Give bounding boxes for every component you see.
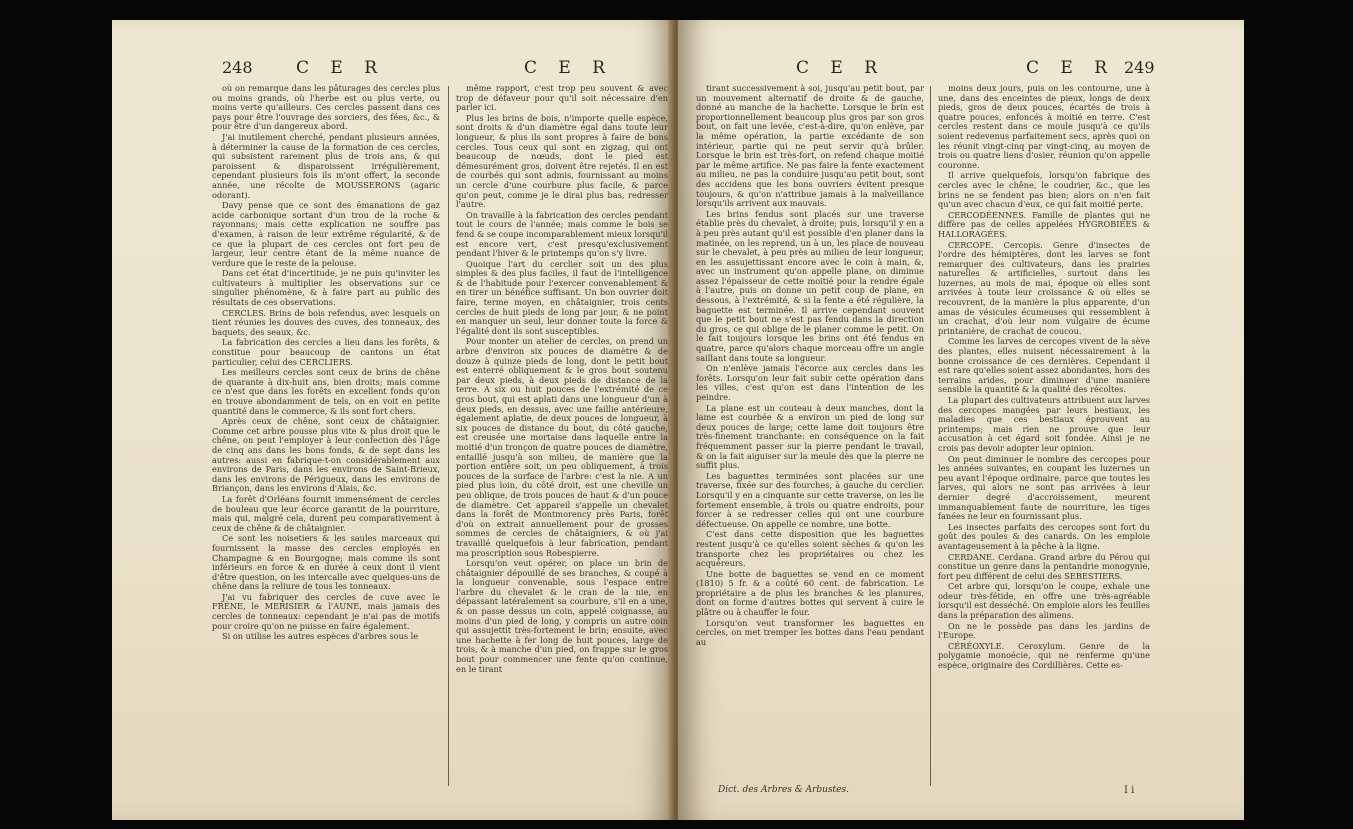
paragraph: Pour monter un atelier de cercles, on prend un arbre d'environ six pouces de diamètre & de douze à quinze pieds de long, dont le petit bout est enterré obliquement & le gros bout soutenu par deux pieds, à deux pieds de distance de la terre. A six ou huit pouces de l'extrémité de ce gros bout, qui est aplati dans une longueur d'un à deux pieds, en dessus, avec une faillie antérieure, également aplatie, de deux pouces de longueur, à six pouces de distance du bout, du côté gauche, est creusée une mortaise dans laquelle entre la moitié d'un tronçon de quatre pouces de diamètre, entaillé jusqu'à son milieu, de manière que la portion entière soit, un peu obliquement, à trois pouces de la surface de l'arbre: c'est la nie. A un pied plus loin, du côté droit, est une cheville un peu oblique, de trois pouces de haut & d'un pouce de diamètre. Cet appareil s'appelle un chevalet dans la forêt de Montmorency près Paris, forêt d'où on extrait annuellement pour de grosses sommes de cercles de châtaigniers, & où j'ai travaillé quelquefois à leur fabrication, pendant ma proscription sous Robespierre. [456,336,668,558]
column-rule [930,86,931,786]
paragraph: CERCODÉENNES. Famille de plantes qui ne diffère pas de celles appelées HYGROBIÉES & HALLORAGÉES. [938,209,1150,239]
paragraph: tirant successivement à soi, jusqu'au petit bout, par un mouvement alternatif de droite & de gauche, donné au manche de la hachette. Lorsque le brin est proportionnellement beaucoup plus gros par son gros bout, on fait une levée, c'est-à-dire, qu'on enlève, par la même opération, la partie excédante de son intérieur, partie qui ne peut servir qu'à brûler. Lorsque le brin est très-fort, on refend chaque moitié par le même artifice. Ne pas faire la fente exactement au milieu, ne pas la conduire jusqu'au petit bout, sont des accidens que les bons ouvriers évitent presque toujours, & qu'on n'attribue jamais à la malveillance lorsqu'ils arrivent aux mauvais. [696,83,924,209]
text-column [696,84,924,648]
paragraph: La forêt d'Orléans fournit immensément de cercles de bouleau que leur écorce garantit de la pourriture, mais qui, malgré cela, durent peu comparativement à ceux de chêne & de châtaignier. [212,493,440,533]
paragraph: On ne le possède pas dans les jardins de l'Europe. [938,620,1150,641]
open-book [112,20,1244,820]
paragraph: CERCLES. Brins de bois refendus, avec lesquels on tient réunies les douves des cuves, des tonneaux, des baquets, des seaux, &c. [212,307,440,337]
paragraph: Si on utilise les autres espèces d'arbres sous le [222,631,419,642]
paragraph: CERDANE. Cerdana. Grand arbre du Pérou qui constitue un genre dans la pentandrie monogynie, fort peu différent de celui des SEBESTIERS. [938,551,1150,581]
paragraph: Cet arbre qui, lorsqu'on le coupe, exhale une odeur très-fétide, en offre une très-agréable lorsqu'il est desséché. On emploie alors les feuilles dans la préparation des alimens. [938,581,1150,621]
paragraph: La fabrication des cercles a lieu dans les forêts, & constitue pour beaucoup de cantons un état particulier, celui des CERCLIERS. [212,337,440,367]
paragraph: Après ceux de chêne, sont ceux de châtaignier. Comme cet arbre pousse plus vite & plus droit que le chêne, on peut l'employer à leur confection dès l'âge de cinq ans dans les bons fonds, & de sept dans les autres: aussi en fabrique-t-on considérablement aux environs de Paris, dans les environs de Saint-Brieux, dans les environs de Périgueux, dans les environs de Briançon, dans les environs d'Alais, &c. [212,416,440,494]
paragraph: même rapport, c'est trop peu souvent & avec trop de défaveur pour qu'il soit nécessaire d'en parler ici. [456,83,668,113]
paragraph: Dans cet état d'incertitude, je ne puis qu'inviter les cultivateurs à multiplier les observations sur ce singulier phénomène, & à faire part au public des résultats de ces observations. [212,268,440,308]
text-column [456,84,668,675]
paragraph: Lorsqu'on veut transformer les baguettes en cercles, on met tremper les bottes dans l'eau pendant au [696,617,924,647]
paragraph: Les insectes parfaits des cercopes sont fort du goût des poules & des canards. On les emploie avantageusement à la pêche à la ligne. [938,521,1150,551]
paragraph: Plus les brins de bois, n'importe quelle espèce, sont droits & d'un diamètre égal dans toute leur longueur, & plus ils sont propres à faire de bons cercles. Tous ceux qui sont en zigzag, qui ont beaucoup de nœuds, dont le pied est démesurément gros, doivent être rejetés. Il en est de courbés qui sont admis, fournissant au moins un cercle d'une courbure plus facile, & parce qu'on peut, comme je le dirai plus bas, redresser l'autre. [456,112,668,210]
paragraph: La plupart des cultivateurs attribuent aux larves des cercopes mangées par leurs bestiaux, les maladies que ces bestiaux éprouvent au printemps; mais rien ne prouve que leur accusation à cet égard soit fondée. Ainsi je ne crois pas devoir adopter leur opinion. [938,395,1150,453]
paragraph: Lorsqu'on veut opérer, on place un brin de châtaignier dépouillé de ses branches, & coupé à la longueur convenable, sous l'espace entre l'arbre du chevalet & le cran de la nie, en dépassant latéralement sa courbure, s'il en a une, & on passe dessus un coin, appelé coignasse, au moins d'un pied de long, y compris un autre coin qui assujettit très-fortement le brin; ensuite, avec une hachette à fer long de huit pouces, large de trois, & à manche d'un pied, on frappe sur le gros bout pour commencer une fente qu'on continue, en le tirant [456,558,668,674]
page-footer: Dict. des Arbres & Arbustes. [718,785,849,795]
page-number: 248 [222,58,253,77]
paragraph: J'ai vu fabriquer des cercles de cuve avec le FRÊNE, le MERISIER & l'AUNE, mais jamais des cercles de tonneaux: cependant je n'ai pas de motifs pour croire qu'on ne puisse en faire également. [212,591,440,631]
text-column [212,84,440,643]
paragraph: où on remarque dans les pâturages des cercles plus ou moins grands, où l'herbe est ou plus verte, ou moins verte qu'ailleurs. Ces cercles passent dans ces pays pour être l'ouvrage des sorciers, des fées, &c., & pour être d'un dangereux abord. [212,83,440,132]
paragraph: C'est dans cette disposition que les baguettes restent jusqu'à ce qu'elles soient sèches & qu'on les transporte chez les propriétaires ou chez les acquéreurs. [696,529,924,569]
paragraph: On n'enlève jamais l'écorce aux cercles dans les forêts. Lorsqu'on leur fait subir cette opération dans les villes, c'est qu'on est dans l'intention de les peindre. [696,363,924,402]
paragraph: Davy pense que ce sont des émanations de gaz acide carbonique sortant d'un trou de la roche & rayonnans; mais cette explication ne souffre pas d'examen, à raison de leur extrême régularité, & de ce que la plupart de ces cercles ont fort peu de largeur, leur centre étant de la même nuance de verdure que le reste de la pelouse. [212,200,440,268]
paragraph: Les baguettes terminées sont placées sur une traverse, fixée sur des fourches, à gauche du cerclier. Lorsqu'il y en a cinquante sur cette traverse, on les lie fortement ensemble, à trois ou quatre endroits, pour forcer à se redresser celles qui ont une courbure défectueuse. On appelle ce nombre, une botte. [696,470,924,529]
paragraph: Les meilleurs cercles sont ceux de brins de chêne de quarante à dix-huit ans, bien droits; mais comme ce n'est que dans les forêts en excellent fonds qu'on en trouve abondamment de tels, on en voit en petite quantité dans le commerce, & ils sont fort chers. [212,367,440,416]
page-number: 249 [1124,58,1155,77]
running-header: C E R [1026,58,1116,78]
paragraph: moins deux jours, puis on les contourne, une à une, dans des enceintes de pieux, longs de deux pieds, gros de deux pouces, écartés de trois à quatre pouces, enfoncés à moitié en terre. C'est cercles restent dans ce moule jusqu'à ce qu'ils soient redevenus parfaitement secs, après quoi on les réunit vingt-cinq par vingt-cinq, au moyen de trois ou quatre liens d'osier, réunion qu'on appelle couronne. [938,83,1150,170]
paragraph: Ce sont les noisetiers & les saules marceaux qui fournissent la masse des cercles employés en Champagne & en Bourgogne; mais comme ils sont inférieurs en force & en durée à ceux dont il vient d'être question, on les intercalle avec quelques-uns de chêne dans la reliure de tous les tonneaux. [212,533,440,592]
right-page [678,20,1244,820]
text-column [938,84,1150,672]
paragraph: Il arrive quelquefois, lorsqu'on fabrique des cercles avec le chêne, le coudrier, &c., que les brins ne se fendent pas bien; alors on n'en fait qu'un avec chacun d'eux, ce qui fait moitié perte. [938,170,1150,210]
paragraph: On travaille à la fabrication des cercles pendant tout le cours de l'année; mais comme le bois se fend & se coupe incomparablement mieux lorsqu'il est encore vert, c'est presqu'exclusivement pendant l'hiver & le printemps qu'on s'y livre. [456,209,668,259]
running-header: C E R [524,58,614,78]
running-header: C E R [796,58,886,78]
paragraph: Une botte de baguettes se vend en ce moment (1810) 5 fr. & a coûté 60 cent. de fabrication. Le propriétaire a de plus les branches & les planures, dont on forme d'autres bottes qui servent à cuire le plâtre ou à chauffer le four. [696,568,924,618]
left-page [112,20,674,820]
running-header: C E R [296,58,386,78]
paragraph: Les brins fendus sont placés sur une traverse établie près du chevalet, à droite; puis, lorsqu'il y en a à peu près autant qu'il est possible d'en planer dans la matinée, on les reprend, un à un, les place de nouveau sur le chevalet, à peu près au milieu de leur longueur, en les assujettissant encore avec le coin à main, &, avec un instrument qu'on appelle plane, on diminue assez l'épaisseur de cette moitié pour la rendre égale à l'autre, puis on donne un petit coup de plane, en dessous, à l'extrémité, & si la fente a été régulière, la baguette est terminée. Il arrive cependant souvent que le petit bout ne s'est pas fendu dans la direction du gros, ce qui oblige de le planer comme le petit. On le fait toujours lorsque les brins ont été fendus en quatre, parce qu'alors chaque morceau offre un angle saillant dans toute sa longueur. [696,208,924,363]
paragraph: CERCOPE. Cercopis. Genre d'insectes de l'ordre des hémiptères, dont les larves se font remarquer des cultivateurs, dans les prairies naturelles & artificielles, surtout dans les luzernes, au mois de mai, époque où elles sont arrivées à toute leur croissance & où elles se recouvrent, de la manière la plus apparente, d'un amas de vésicules écumeuses qui ressemblent à un crachat, d'où leur nom vulgaire de écume printanière, de crachat de coucou. [938,239,1150,336]
paragraph: On peut diminuer le nombre des cercopes pour les années suivantes, en coupant les luzernes un peu avant l'époque ordinaire, parce que toutes les larves, qui alors ne sont pas arrivées à leur dernier degré d'accroissement, meurent immanquablement faute de nourriture, les tiges fanées ne leur en fournissant plus. [938,453,1150,522]
signature-mark: I i [1124,785,1135,796]
column-rule [448,86,449,786]
paragraph: La plane est un couteau à deux manches, dont la lame est courbée & a environ un pied de long sur deux pouces de large; cette lame doit toujours être très-finement tranchante: en conséquence on la fait fréquemment passer sur la pierre pendant le travail, & on la fait aiguiser sur la meule dès que la pierre ne suffit plus. [696,402,924,471]
paragraph: CÉRÉOXYLE. Ceroxylum. Genre de la polygamie monoécie, qui ne renferme qu'une espèce, originaire des Cordillières. Cette es- [938,640,1150,671]
paragraph: Comme les larves de cercopes vivent de la sève des plantes, elles nuisent nécessairement à la bonne croissance de ces dernières. Cependant il est rare qu'elles soient assez abondantes, hors des terrains arides, pour diminuer d'une manière sensible la quantité & la qualité des récoltes. [938,336,1150,395]
paragraph: Quoique l'art du cerclier soit un des plus simples & des plus faciles, il faut de l'intelligence & de l'habitude pour l'exercer convenablement & en tirer un bénéfice suffisant. Un bon ouvrier doit faire, terme moyen, en châtaignier, trois cents cercles de huit pieds de long par jour, & ne point en manquer un seul, leur donner toute la force & l'égalité dont ils sont susceptibles. [456,258,668,336]
paragraph: J'ai inutilement cherché, pendant plusieurs années, à déterminer la cause de la formation de ces cercles, qui subsistent rarement plus de trois ans, & qui paroissent & disparoissent irrégulièrement, cependant plusieurs fois ils m'ont offert, la seconde année, une récolte de MOUSSERONS (agaric odorant). [212,131,440,200]
